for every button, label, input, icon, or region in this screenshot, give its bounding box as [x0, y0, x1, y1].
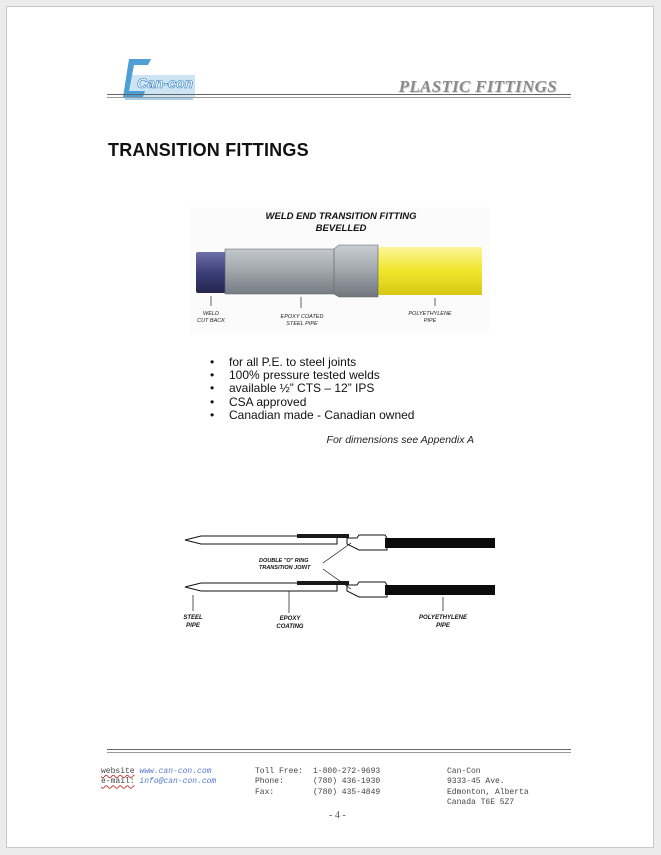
steel-label-line2: STEEL PIPE — [286, 321, 318, 327]
feature-item: • 100% pressure tested welds — [210, 369, 414, 382]
footer-address — [447, 767, 529, 808]
polyethylene-pipe-bottom — [385, 585, 495, 595]
header-rule — [107, 94, 571, 95]
feature-item: • available ½” CTS – 12” IPS — [210, 382, 414, 395]
o-ring-joint-top — [347, 535, 387, 550]
weld-end-fitting-figure — [189, 207, 489, 333]
address-line3: Canada T6E 5Z7 — [447, 797, 515, 807]
phone-label: Phone: — [255, 777, 284, 787]
website-link[interactable]: www.can-con.com — [139, 767, 212, 776]
header-title: PLASTIC FITTINGS — [398, 77, 557, 96]
figure-title-line1: WELD END TRANSITION FITTING — [265, 211, 417, 222]
epoxy-label-line2: COATING — [276, 624, 304, 630]
feature-item: • Canadian made - Canadian owned — [210, 409, 414, 422]
tollfree-label: Toll Free: — [255, 767, 304, 776]
steel-label-line1: EPOXY COATED — [280, 314, 324, 320]
document-page — [6, 6, 654, 848]
page-title: TRANSITION FITTINGS — [108, 140, 309, 160]
feature-item: • CSA approved — [210, 396, 414, 409]
callout-line2: TRANSITION JOINT — [259, 565, 311, 571]
logo-text: Can-con — [137, 75, 193, 91]
email-link[interactable]: info@can-con.com — [139, 777, 217, 787]
footer-contact-phone — [255, 767, 380, 798]
feature-list — [210, 356, 414, 422]
poly-label-line2: PIPE — [423, 318, 437, 324]
callout-line1: DOUBLE "O" RING — [259, 558, 309, 564]
polyethylene-pipe-top — [385, 538, 495, 548]
tollfree-number: 1-800-272-9693 — [313, 767, 381, 776]
page-number: - 4 - — [329, 810, 346, 821]
weld-label-line2: CUT BACK — [197, 318, 225, 324]
poly-label-line1: POLYETHYLENE — [408, 311, 452, 317]
transition-joint-figure — [179, 529, 497, 637]
weld-cutback — [196, 252, 228, 293]
poly-label-line2: PIPE — [436, 623, 450, 629]
epoxy-coated-steel-pipe — [225, 245, 378, 297]
address-line1: 9333-45 Ave. — [447, 777, 505, 787]
website-label: website — [101, 767, 135, 776]
footer-rule — [107, 749, 571, 750]
polyethylene-pipe — [378, 247, 482, 295]
epoxy-coating-top — [297, 534, 349, 538]
footer-contact-web — [101, 767, 216, 788]
steel-label-line1: STEEL — [183, 615, 203, 621]
poly-label-line1: POLYETHYLENE — [419, 615, 467, 621]
company-name: Can-Con — [447, 767, 481, 776]
feature-item: • for all P.E. to steel joints — [210, 356, 414, 369]
o-ring-joint-bottom — [347, 582, 387, 597]
fax-number: (780) 435-4849 — [313, 787, 381, 797]
figure-title-line2: BEVELLED — [315, 223, 367, 234]
email-label: e-mail: — [101, 777, 135, 787]
weld-label-line1: WELD — [203, 311, 219, 317]
epoxy-label-line1: EPOXY — [279, 616, 301, 622]
header-rule-secondary — [107, 97, 571, 98]
address-line2: Edmonton, Alberta — [447, 787, 529, 797]
callout-leader-top — [323, 543, 351, 563]
phone-number: (780) 436-1930 — [313, 777, 381, 787]
steel-label-line2: PIPE — [186, 623, 200, 629]
fax-label: Fax: — [255, 787, 275, 797]
footer-rule-secondary — [107, 752, 571, 753]
dimensions-note: For dimensions see Appendix A — [326, 434, 474, 446]
